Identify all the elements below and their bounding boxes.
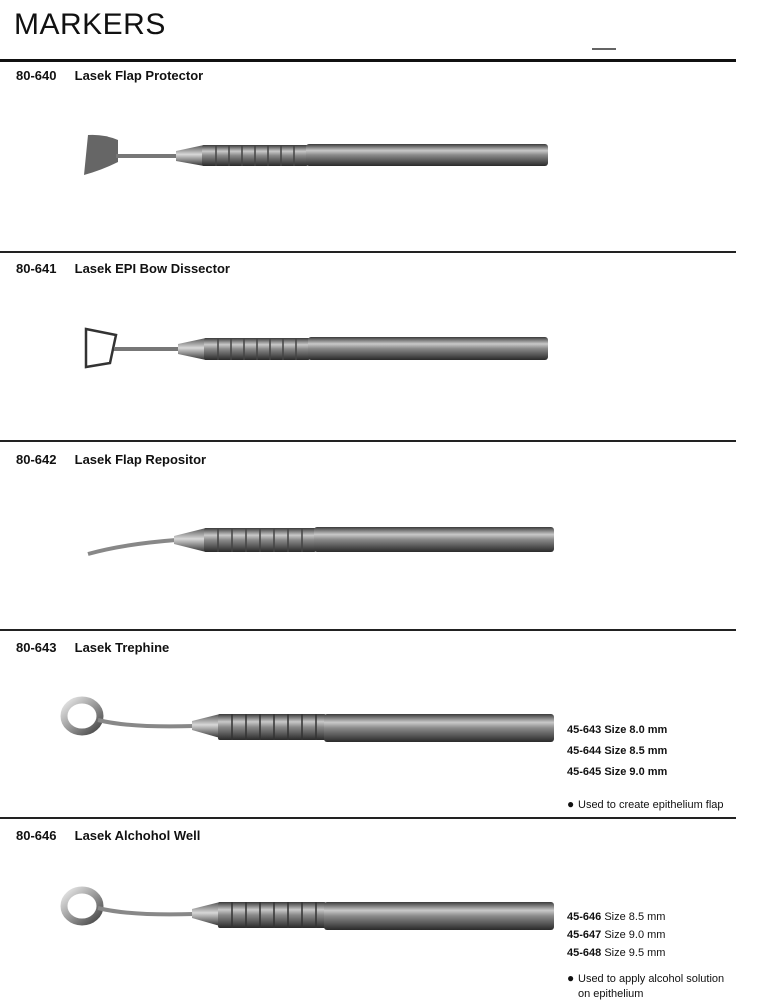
decorative-mark xyxy=(592,48,616,50)
product-name: Lasek Flap Repositor xyxy=(74,452,207,467)
product-heading xyxy=(16,640,169,655)
note-text: Used to apply alcohol solution xyxy=(578,973,725,985)
size-code: 45-645 xyxy=(567,766,602,778)
size-label: Size 9.5 mm xyxy=(604,947,666,959)
size-item xyxy=(567,926,665,944)
trephine-image xyxy=(60,694,558,750)
note-text: Used to create epithelium flap xyxy=(578,799,724,811)
product-name: Lasek Flap Protector xyxy=(74,68,204,83)
alcohol-well-image xyxy=(60,880,558,936)
section-divider xyxy=(0,251,736,253)
page-title: MARKERS xyxy=(14,8,166,41)
usage-note xyxy=(567,971,724,1002)
product-code: 80-641 xyxy=(16,261,57,276)
size-code: 45-648 xyxy=(567,947,602,959)
size-label: Size 9.0 mm xyxy=(604,929,666,941)
size-label: Size 8.0 mm xyxy=(604,724,668,736)
product-name: Lasek Alchohol Well xyxy=(74,828,201,843)
size-label: Size 9.0 mm xyxy=(604,766,668,778)
size-list xyxy=(567,908,665,962)
size-code: 45-646 xyxy=(567,911,602,923)
product-code: 80-643 xyxy=(16,640,57,655)
flap-protector-image xyxy=(80,130,552,180)
size-item xyxy=(567,741,667,762)
section-divider xyxy=(0,817,736,819)
product-code: 80-646 xyxy=(16,828,57,843)
note-text: on epithelium xyxy=(578,988,644,1000)
size-item xyxy=(567,762,667,783)
section-divider xyxy=(0,629,736,631)
size-item xyxy=(567,720,667,741)
size-code: 45-647 xyxy=(567,929,602,941)
title-rule xyxy=(0,59,736,62)
size-code: 45-644 xyxy=(567,745,602,757)
product-heading xyxy=(16,452,206,467)
usage-note xyxy=(567,797,724,813)
size-code: 45-643 xyxy=(567,724,602,736)
flap-repositor-image xyxy=(84,518,558,562)
bullet-icon: ● xyxy=(567,797,575,811)
epi-bow-dissector-image xyxy=(80,323,552,373)
product-name: Lasek Trephine xyxy=(74,640,170,655)
size-item xyxy=(567,944,665,962)
size-label: Size 8.5 mm xyxy=(604,911,666,923)
bullet-icon: ● xyxy=(567,971,575,985)
product-name: Lasek EPI Bow Dissector xyxy=(74,261,230,276)
product-heading xyxy=(16,261,230,276)
size-item xyxy=(567,908,665,926)
section-divider xyxy=(0,440,736,442)
size-list xyxy=(567,720,667,783)
size-label: Size 8.5 mm xyxy=(604,745,668,757)
product-code: 80-642 xyxy=(16,452,57,467)
product-heading xyxy=(16,68,203,83)
product-code: 80-640 xyxy=(16,68,57,83)
product-heading xyxy=(16,828,200,843)
